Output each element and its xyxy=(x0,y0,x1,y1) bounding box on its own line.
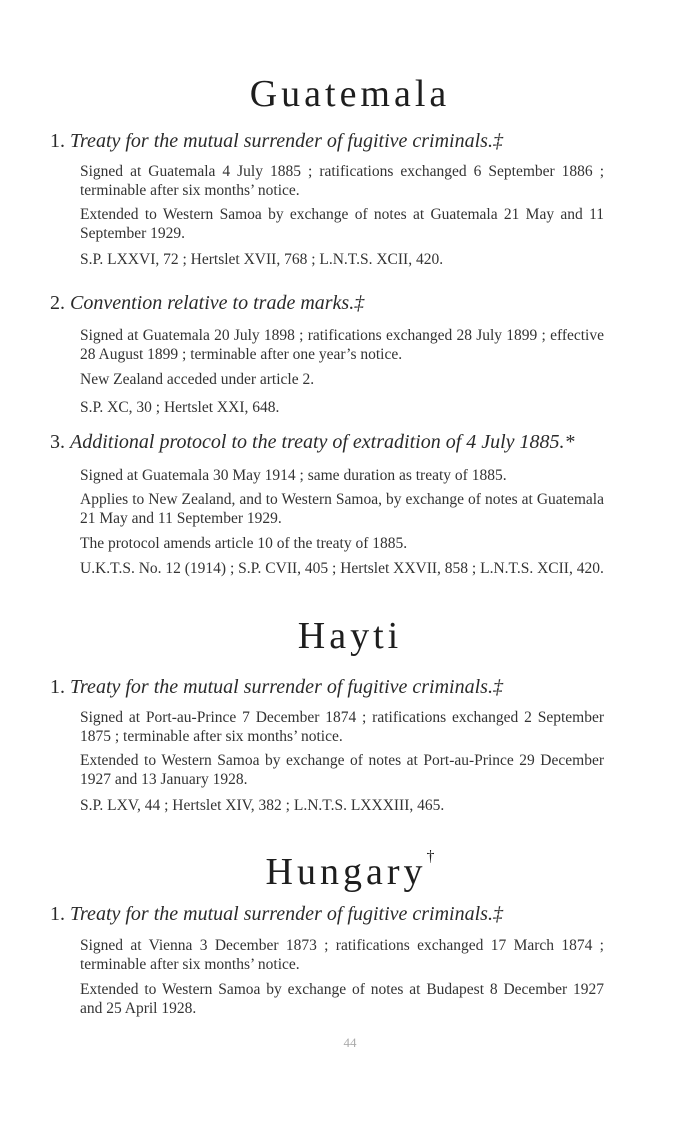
treaty-citation: S.P. LXV, 44 ; Hertslet XIV, 382 ; L.N.T.S. LXXXIII, 465. xyxy=(80,797,445,814)
treaty-paragraph: Extended to Western Samoa by exchange of notes at Guatemala 21 May and 11 September 1929. xyxy=(80,206,604,242)
country-heading-guatemala: Guatemala xyxy=(249,73,451,115)
treaty-citation: S.P. XC, 30 ; Hertslet XXI, 648. xyxy=(80,399,280,416)
treaty-title: 3. Additional protocol to the treaty of extradition of 4 July 1885.* xyxy=(50,431,575,453)
treaty-title: 2. Convention relative to trade marks.‡ xyxy=(50,292,365,314)
country-heading-hungary: Hungary† xyxy=(265,848,435,893)
treaty-paragraph: Applies to New Zealand, and to Western Samoa, by exchange of notes at Guatemala 21 May and 11 September 1929. xyxy=(80,491,604,527)
treaty-citation: S.P. LXXVI, 72 ; Hertslet XVII, 768 ; L.N.T.S. XCII, 420. xyxy=(80,251,444,268)
treaty-paragraph: Signed at Vienna 3 December 1873 ; ratifications exchanged 17 March 1874 ; terminable after six months’ notice. xyxy=(80,937,604,973)
treaty-title: 1. Treaty for the mutual surrender of fugitive criminals.‡ xyxy=(50,903,503,925)
treaty-paragraph: Signed at Guatemala 30 May 1914 ; same duration as treaty of 1885. xyxy=(80,467,507,484)
treaty-paragraph: Extended to Western Samoa by exchange of notes at Budapest 8 December 1927 and 25 April 1928. xyxy=(80,981,604,1017)
treaty-title: 1. Treaty for the mutual surrender of fugitive criminals.‡ xyxy=(50,676,503,698)
country-heading-hayti: Hayti xyxy=(297,615,403,657)
treaty-paragraph: Signed at Guatemala 20 July 1898 ; ratifications exchanged 28 July 1899 ; effective 28 August 1899 ; terminable after one year’s notice. xyxy=(80,327,604,363)
treaty-paragraph: Extended to Western Samoa by exchange of notes at Port-au-Prince 29 December 1927 and 13 January 1928. xyxy=(80,752,604,788)
treaty-title: 1. Treaty for the mutual surrender of fugitive criminals.‡ xyxy=(50,130,503,152)
treaty-paragraph: Signed at Guatemala 4 July 1885 ; ratifications exchanged 6 September 1886 ; terminable after six months’ notice. xyxy=(80,163,604,199)
dagger-mark: † xyxy=(426,848,435,865)
treaty-paragraph: New Zealand acceded under article 2. xyxy=(80,371,315,388)
treaty-citation: U.K.T.S. No. 12 (1914) ; S.P. CVII, 405 ; Hertslet XXVII, 858 ; L.N.T.S. XCII, 420. xyxy=(80,560,604,577)
treaty-paragraph: Signed at Port-au-Prince 7 December 1874 ; ratifications exchanged 2 September 1875 ; terminable after six months’ notice. xyxy=(80,709,604,745)
page-number: 44 xyxy=(343,1035,357,1050)
treaty-paragraph: The protocol amends article 10 of the treaty of 1885. xyxy=(80,535,408,552)
